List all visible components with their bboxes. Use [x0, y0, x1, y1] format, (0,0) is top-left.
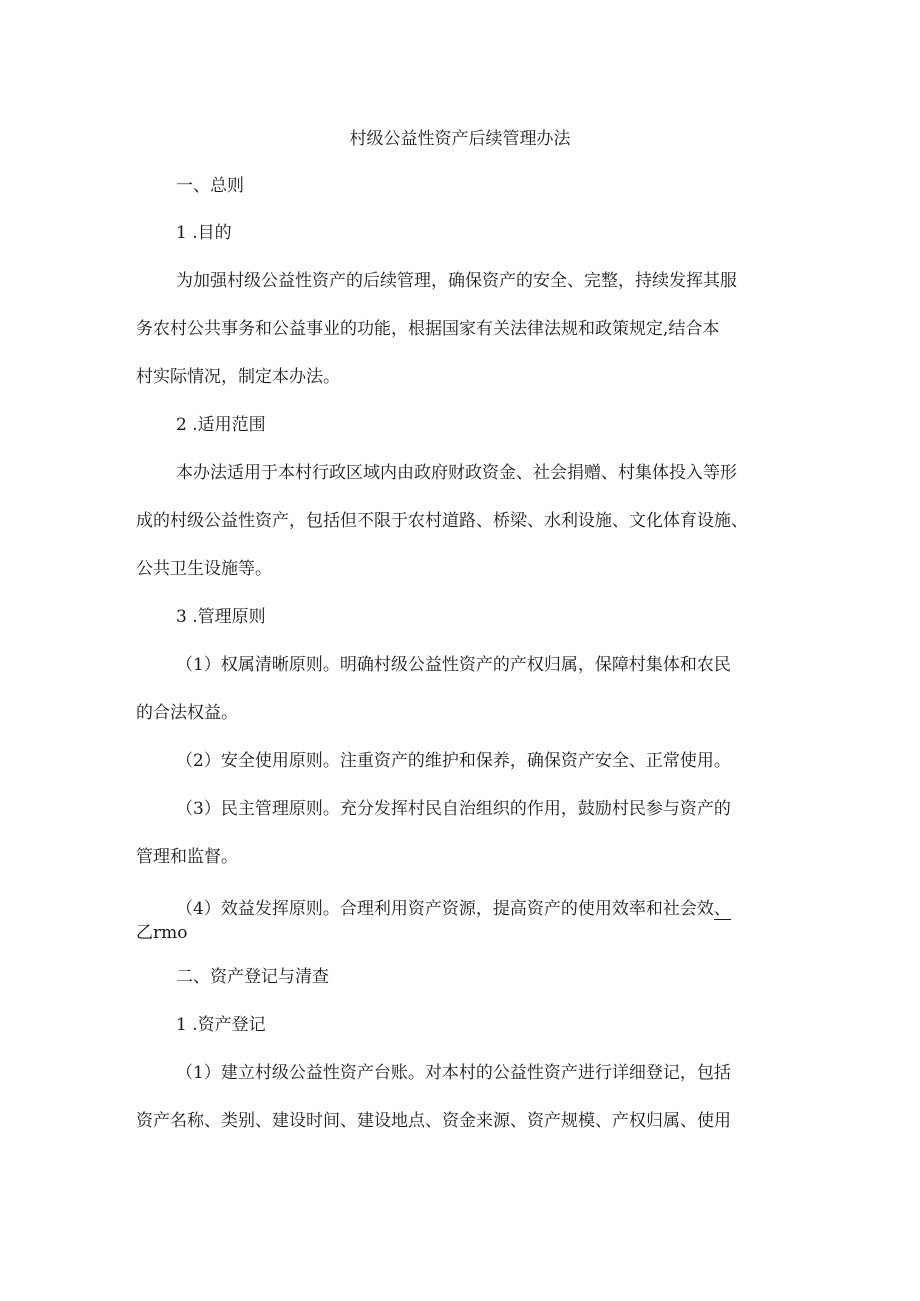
item-1-2-heading: 2 .适用范围 [176, 415, 266, 435]
registration-1-line-2: 资产名称、类别、建设时间、建设地点、资金来源、资产规模、产权归属、使用 [136, 1111, 731, 1131]
section-2-heading: 二、资产登记与清查 [176, 967, 329, 987]
principle-3-line-2: 管理和监督。 [136, 847, 238, 867]
item-1-2-line-1: 本办法适用于本村行政区域内由政府财政资金、社会捐赠、村集体投入等形 [176, 463, 737, 483]
item-2-1-heading: 1 .资产登记 [176, 1015, 266, 1035]
principle-4-line-2: 乙rmo [136, 923, 188, 943]
principle-3-line-1: （3）民主管理原则。充分发挥村民自治组织的作用，鼓励村民参与资产的 [176, 799, 731, 819]
item-1-1-line-3: 村实际情况，制定本办法。 [136, 367, 340, 387]
registration-1-line-1: （1）建立村级公益性资产台账。对本村的公益性资产进行详细登记，包括 [176, 1063, 731, 1083]
principle-1-line-1: （1）权属清晰原则。明确村级公益性资产的产权归属，保障村集体和农民 [176, 655, 731, 675]
principle-2-line-1: （2）安全使用原则。注重资产的维护和保养，确保资产安全、正常使用。 [176, 751, 731, 771]
item-1-3-heading: 3 .管理原则 [176, 607, 266, 627]
item-1-1-line-1: 为加强村级公益性资产的后续管理，确保资产的安全、完整，持续发挥其服 [176, 271, 737, 291]
item-1-2-line-2: 成的村级公益性资产，包括但不限于农村道路、桥梁、水利设施、文化体育设施、 [136, 511, 748, 531]
principle-4-line-1 [176, 898, 731, 920]
principle-4-line-1-text: （4）效益发挥原则。合理利用资产资源，提高资产的使用效率和社会效 [176, 899, 714, 919]
principle-4-underlined-mark: 、 [713, 899, 731, 919]
item-1-1-heading: 1 .目的 [176, 223, 232, 243]
item-1-1-line-2: 务农村公共事务和公益事业的功能，根据国家有关法律法规和政策规定,结合本 [136, 319, 720, 339]
item-1-2-line-3: 公共卫生设施等。 [136, 559, 272, 579]
document-title: 村级公益性资产后续管理办法 [349, 129, 571, 149]
principle-1-line-2: 的合法权益。 [136, 703, 238, 723]
section-1-heading: 一、总则 [176, 176, 244, 196]
